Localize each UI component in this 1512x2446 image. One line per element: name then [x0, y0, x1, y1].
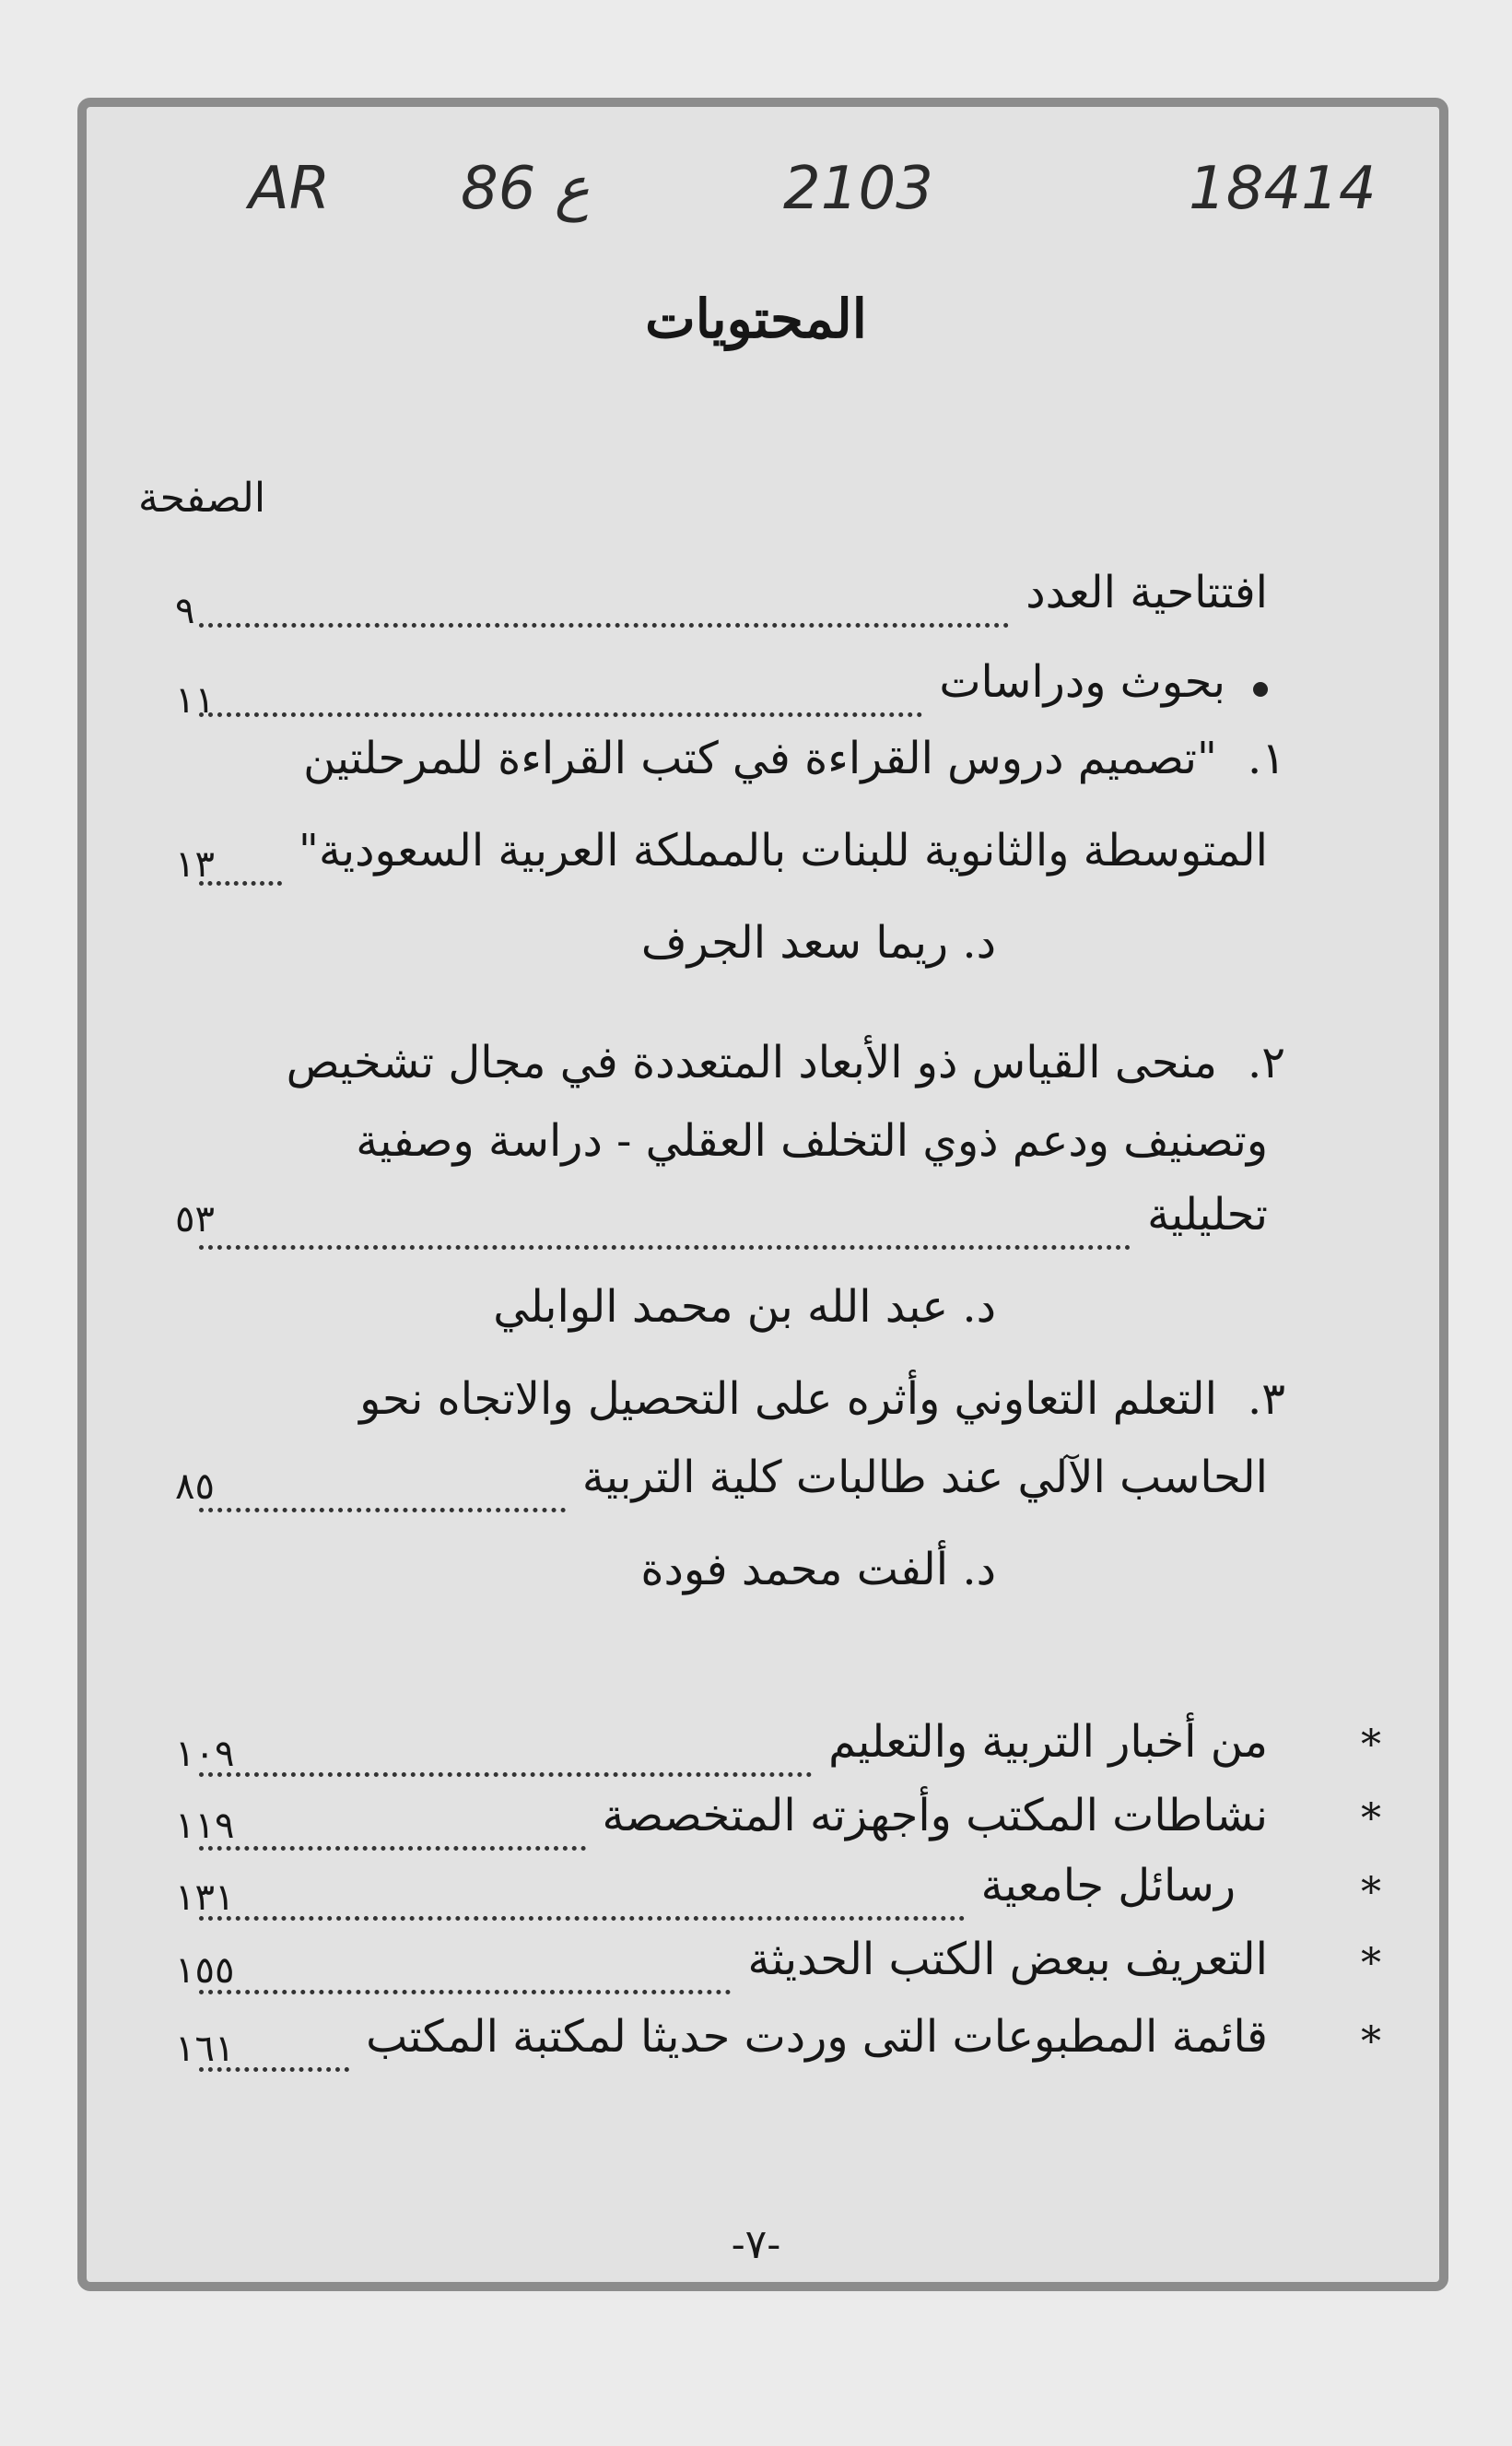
- page-number-theses: ١٣١: [175, 1876, 235, 1919]
- toc-entry-activities: [193, 1790, 1268, 1864]
- page-number-studies: ١١: [175, 679, 215, 722]
- page-column-label: الصفحة: [138, 475, 266, 522]
- dot-leader: [199, 1507, 566, 1512]
- star-bullet-icon: *: [1361, 1940, 1381, 1987]
- page-number-footer: -٧-: [731, 2221, 781, 2268]
- study-2-title-line-2: وتصنيف ودعم ذوي التخلف العقلي - دراسة وصفية: [356, 1115, 1268, 1167]
- study-1-title-line-1: "تصميم دروس القراءة في كتب القراءة للمرحلتين: [303, 733, 1217, 784]
- handwritten-note-4: AR: [249, 155, 331, 223]
- page-title: المحتويات: [645, 288, 867, 350]
- entry-text: نشاطات المكتب وأجهزته المتخصصة: [602, 1790, 1268, 1841]
- toc-entry-theses: [193, 1860, 1236, 1934]
- page-number-news: ١٠٩: [175, 1733, 235, 1775]
- handwritten-note-2: 2103: [783, 155, 933, 223]
- study-2-title-line-3: تحليلية: [193, 1189, 1268, 1263]
- star-bullet-icon: *: [1361, 2018, 1381, 2065]
- dot-leader: [199, 1845, 586, 1851]
- toc-entry-news: [193, 1716, 1268, 1790]
- page-number-publications: ١٦١: [175, 2028, 235, 2070]
- page-number-study-1: ١٣: [175, 843, 215, 886]
- study-1-number: ١.: [1247, 733, 1285, 784]
- entry-text: قائمة المطبوعات التى وردت حديثا لمكتبة المكتب: [366, 2011, 1268, 2063]
- toc-entry-opening: [193, 567, 1268, 641]
- dot-leader: [199, 1989, 731, 1994]
- dot-leader: [199, 1244, 1131, 1250]
- page-number-study-2: ٥٣: [175, 1198, 215, 1241]
- page-number-opening: ٩: [175, 590, 195, 632]
- study-1-author: د. ريما سعد الجرف: [640, 917, 996, 969]
- study-2-number: ٢.: [1247, 1037, 1285, 1088]
- study-3-title-line-2: الحاسب الآلي عند طالبات كلية التربية: [193, 1452, 1268, 1525]
- dot-leader: [199, 711, 922, 717]
- study-1-title-line-2: المتوسطة والثانوية للبنات بالمملكة العربية السعودية": [193, 825, 1268, 899]
- entry-text: التعريف ببعض الكتب الحديثة: [747, 1934, 1268, 1985]
- study-2-title-line-1: منحى القياس ذو الأبعاد المتعددة في مجال تشخيص: [286, 1037, 1217, 1088]
- dot-leader: [199, 622, 1009, 628]
- star-bullet-icon: *: [1361, 1869, 1381, 1916]
- entry-text: من أخبار التربية والتعليم: [828, 1716, 1268, 1768]
- entry-text: رسائل جامعية: [980, 1860, 1236, 1911]
- study-3-title-line-1: التعلم التعاوني وأثره على التحصيل والاتجاه نحو: [359, 1373, 1217, 1425]
- entry-text: بحوث ودراسات: [939, 656, 1225, 708]
- star-bullet-icon: *: [1361, 1795, 1381, 1842]
- toc-entry-studies: [193, 656, 1268, 730]
- dot-leader: [199, 1771, 812, 1777]
- bullet-icon: [1253, 682, 1268, 697]
- study-2-author: د. عبد الله بن محمد الوابلي: [493, 1281, 996, 1333]
- toc-entry-books: [193, 1934, 1268, 2007]
- star-bullet-icon: *: [1361, 1722, 1381, 1769]
- study-3-number: ٣.: [1247, 1373, 1285, 1425]
- handwritten-note-1: 18414: [1189, 155, 1377, 223]
- dot-leader: [199, 1915, 965, 1921]
- page-number-study-3: ٨٥: [175, 1465, 215, 1508]
- study-3-author: د. ألفت محمد فودة: [640, 1544, 996, 1595]
- entry-text: افتتاحية العدد: [1026, 567, 1268, 618]
- toc-entry-publications: [193, 2011, 1268, 2085]
- page-number-activities: ١١٩: [175, 1805, 235, 1847]
- handwritten-note-3: ع 86: [461, 155, 590, 223]
- page-number-books: ١٥٥: [175, 1949, 235, 1992]
